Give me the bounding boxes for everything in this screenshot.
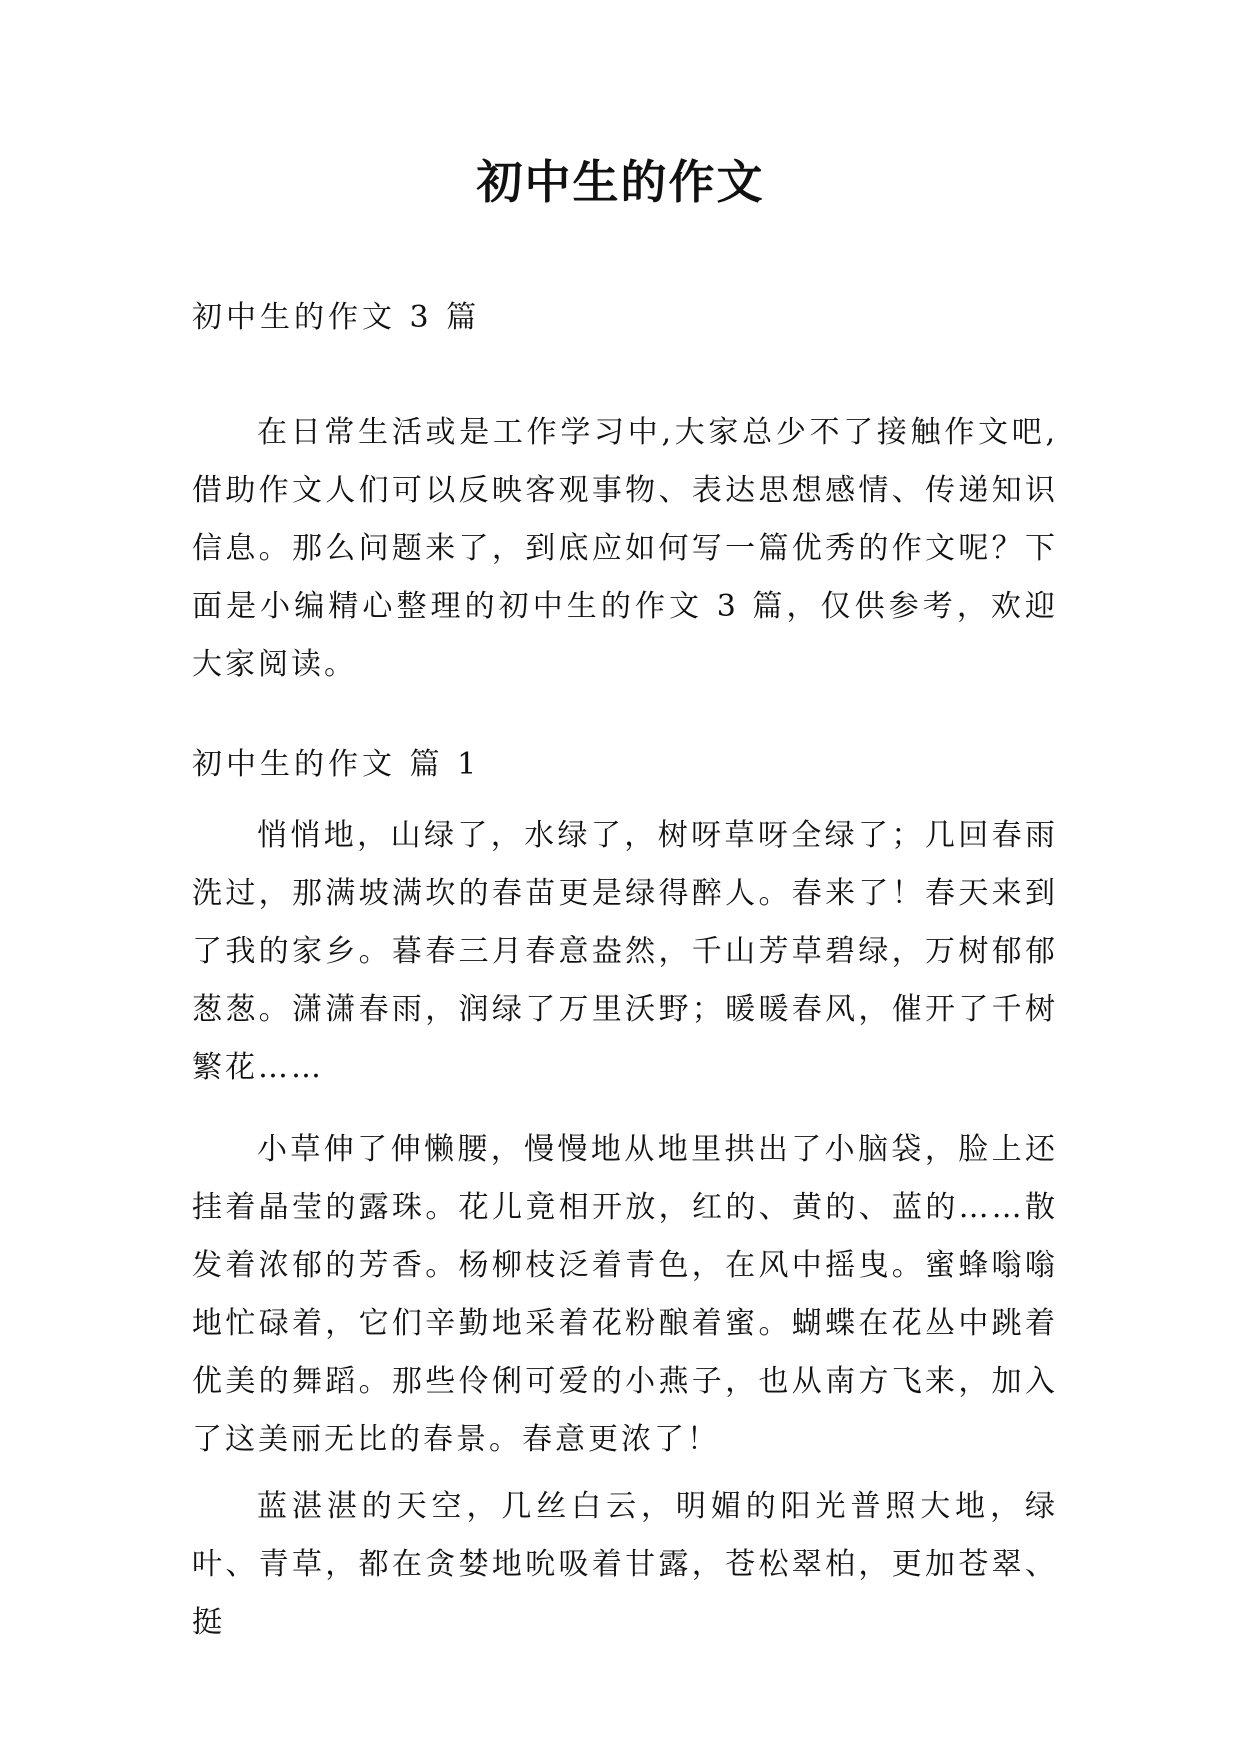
document-subtitle: 初中生的作文 3 篇: [192, 300, 481, 335]
body-paragraph: 小草伸了伸懒腰，慢慢地从地里拱出了小脑袋，脸上还挂着晶莹的露珠。花儿竟相开放，红的、黄的、蓝的……散发着浓郁的芳香。杨柳枝泛着青色，在风中摇曳。蜜蜂嗡嗡地忙碌着，它们辛勤地采着花粉酿着蜜。蝴蝶在花丛中跳着优美的舞蹈。那些伶俐可爱的小燕子，也从南方飞来，加入了这美丽无比的春景。春意更浓了！: [192, 1132, 1058, 1457]
body-paragraph: 悄悄地，山绿了，水绿了，树呀草呀全绿了；几回春雨洗过，那满坡满坎的春苗更是绿得醉人。春来了！春天来到了我的家乡。暮春三月春意盎然，千山芳草碧绿，万树郁郁葱葱。潇潇春雨，润绿了万里沃野；暖暖春风，催开了千树繁花……: [192, 818, 1058, 1085]
document-title: 初中生的作文: [476, 155, 765, 209]
body-paragraph: 蓝湛湛的天空，几丝白云，明媚的阳光普照大地，绿叶、青草，都在贪婪地吮吸着甘露，苍松翠柏，更加苍翠、挺: [192, 1489, 1058, 1640]
section-heading: 初中生的作文 篇 1: [192, 747, 481, 782]
intro-paragraph: 在日常生活或是工作学习中,大家总少不了接触作文吧,借助作文人们可以反映客观事物、表达思想感情、传递知识信息。那么问题来了，到底应如何写一篇优秀的作文呢？下面是小编精心整理的初中生的作文 3 篇，仅供参考，欢迎大家阅读。: [192, 415, 1058, 682]
